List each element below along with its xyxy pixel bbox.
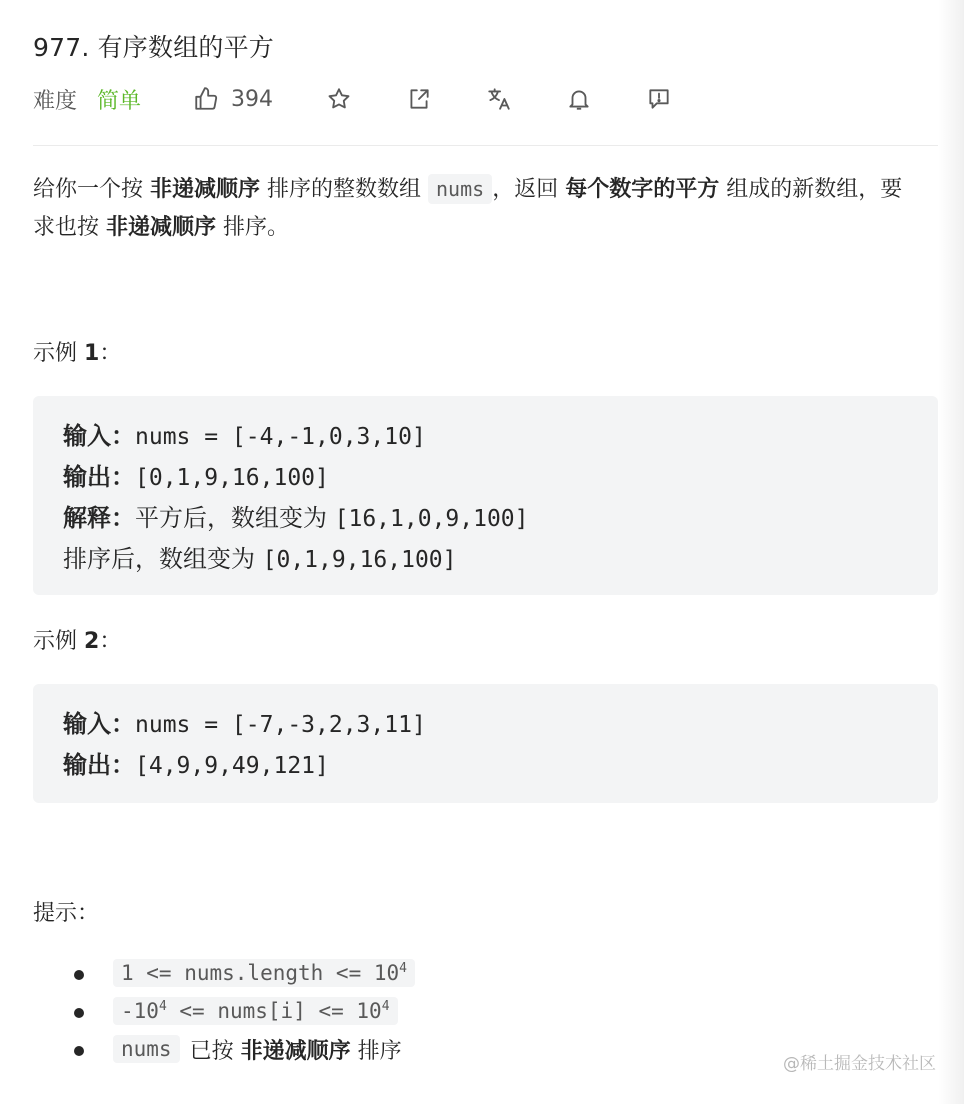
example-title-colon: ： <box>99 629 122 654</box>
favorite-button[interactable] <box>325 85 353 113</box>
output-label: 输出： <box>63 463 135 491</box>
hint-exponent: 4 <box>158 999 167 1014</box>
header-divider <box>33 145 938 146</box>
input-label: 输入： <box>63 422 135 450</box>
input-value: nums = [-4,-1,0,3,10] <box>135 424 426 450</box>
desc-text: 排序。 <box>216 215 290 240</box>
hint-code: nums <box>113 1035 180 1063</box>
list-item <box>80 1030 415 1068</box>
explain-label: 解释： <box>63 504 135 532</box>
hint-plain-text: 已按 <box>189 1038 241 1064</box>
hint-code-text: <= nums[i] <= 10 <box>166 999 382 1023</box>
problem-description <box>33 170 923 247</box>
explain-text: 平方后，数组变为 <box>135 504 335 532</box>
translate-button[interactable] <box>485 85 513 113</box>
desc-text: 排序的整数数组 <box>260 177 429 202</box>
hint-plain-text: 排序 <box>350 1038 402 1064</box>
example-1-title <box>33 336 121 367</box>
example-output-line <box>63 457 908 498</box>
example-2-block <box>33 684 938 803</box>
share-icon <box>406 86 432 112</box>
example-2-title <box>33 624 121 655</box>
watermark: @稀土掘金技术社区 <box>783 1054 936 1074</box>
like-count: 394 <box>231 86 274 112</box>
desc-text: ，返回 <box>492 177 566 202</box>
input-value: nums = [-7,-3,2,3,11] <box>135 712 426 738</box>
problem-title: 977. 有序数组的平方 <box>33 33 275 62</box>
example-title-num: 1 <box>84 341 100 366</box>
hint-bold: 非递减顺序 <box>240 1038 351 1064</box>
output-value: [0,1,9,16,100] <box>135 465 329 491</box>
page-edge-shadow <box>938 0 964 1104</box>
explain-value: [0,1,9,16,100] <box>262 547 457 573</box>
like-button[interactable] <box>193 86 273 112</box>
desc-text: 给你一个按 <box>33 177 150 202</box>
example-explain-line <box>63 498 908 539</box>
desc-bold: 非递减顺序 <box>106 215 217 240</box>
example-title-text: 示例 <box>33 341 84 366</box>
hints-list <box>80 954 415 1068</box>
desc-bold: 非递减顺序 <box>150 177 261 202</box>
difficulty-badge: 简单 <box>97 88 142 114</box>
translate-icon <box>486 86 512 112</box>
feedback-icon <box>646 86 672 112</box>
example-explain-line-2 <box>63 539 908 580</box>
desc-text: 组成的新数组，要求也按 <box>33 177 903 240</box>
thumb-up-icon <box>193 86 219 112</box>
notification-button[interactable] <box>565 85 593 113</box>
hint-exponent: 4 <box>399 961 407 976</box>
list-item <box>80 954 415 992</box>
list-item <box>80 992 415 1030</box>
output-value: [4,9,9,49,121] <box>135 753 329 779</box>
desc-inline-code: nums <box>428 174 492 204</box>
hint-code-text: -10 <box>121 999 159 1023</box>
explain-text: 排序后，数组变为 <box>63 545 263 573</box>
example-title-text: 示例 <box>33 629 84 654</box>
example-input-line <box>63 704 908 745</box>
example-title-num: 2 <box>84 629 100 654</box>
share-button[interactable] <box>405 85 433 113</box>
hint-text <box>190 1034 402 1065</box>
explain-value: [16,1,0,9,100] <box>334 506 529 532</box>
difficulty-label: 难度 <box>33 88 78 114</box>
hint-code-text: 1 <= nums.length <= 10 <box>121 961 400 985</box>
problem-meta-bar <box>33 80 673 118</box>
hint-exponent: 4 <box>381 999 390 1014</box>
hint-code <box>113 959 415 987</box>
feedback-button[interactable] <box>645 85 673 113</box>
output-label: 输出： <box>63 751 135 779</box>
example-output-line <box>63 745 908 786</box>
hints-title: 提示： <box>33 901 100 926</box>
bell-icon <box>566 86 592 112</box>
example-input-line <box>63 416 908 457</box>
hint-code <box>113 997 398 1025</box>
example-1-block <box>33 396 938 595</box>
input-label: 输入： <box>63 710 135 738</box>
example-title-colon: ： <box>99 341 122 366</box>
star-icon <box>326 86 352 112</box>
desc-bold: 每个数字的平方 <box>565 177 720 202</box>
